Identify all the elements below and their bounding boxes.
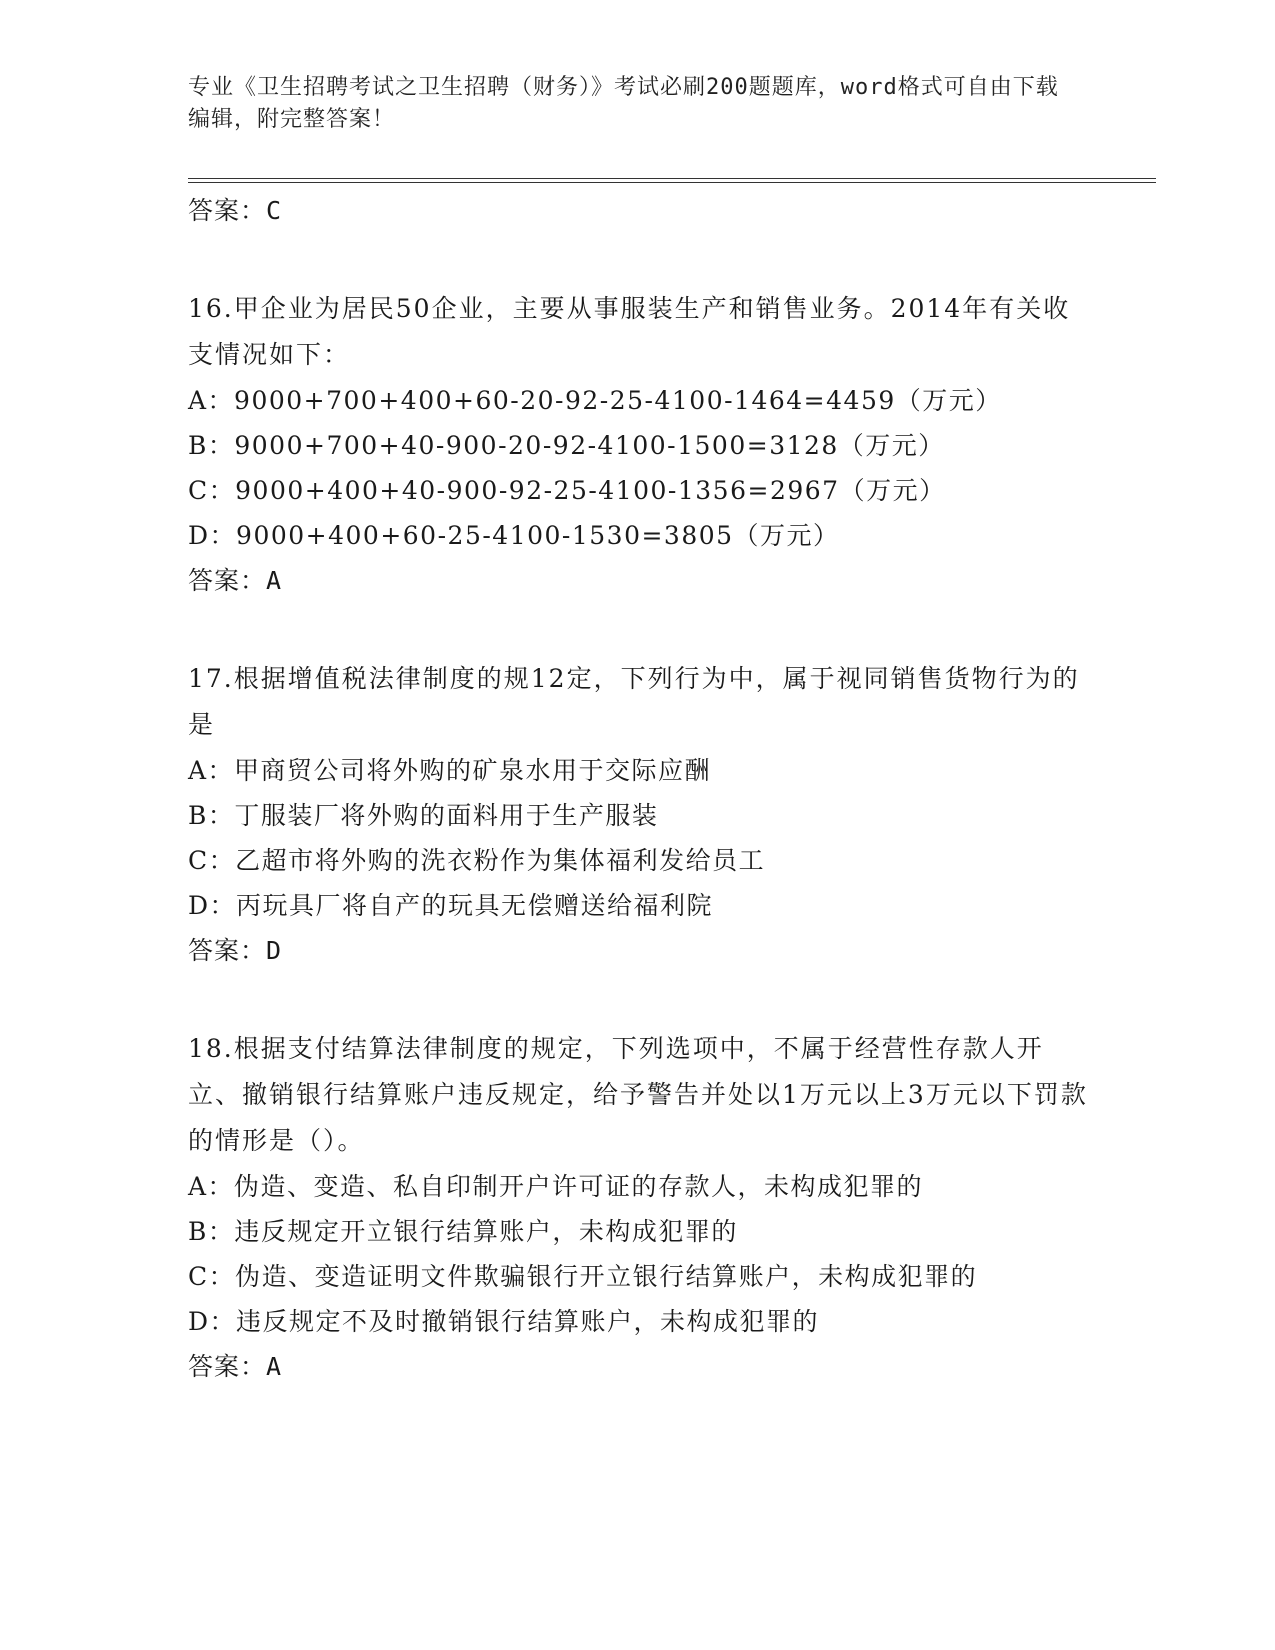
answer-line: 答案：A bbox=[188, 566, 283, 595]
header-divider-line-secondary bbox=[188, 182, 1156, 183]
option-c: C：乙超市将外购的洗衣粉作为集体福利发给员工 bbox=[188, 846, 766, 875]
option-a: A：甲商贸公司将外购的矿泉水用于交际应酬 bbox=[188, 756, 712, 785]
option-c: C：9000+400+40-900-92-25-4100-1356=2967（万元） bbox=[188, 476, 946, 505]
question-18 bbox=[188, 1026, 1088, 1390]
answer-line: 答案：A bbox=[188, 1352, 283, 1381]
option-c: C：伪造、变造证明文件欺骗银行开立银行结算账户，未构成犯罪的 bbox=[188, 1262, 978, 1291]
answer-line: 答案：D bbox=[188, 936, 283, 965]
page-header: 专业《卫生招聘考试之卫生招聘（财务）》考试必刷200题题库，word格式可自由下载编辑，附完整答案！ bbox=[188, 75, 1059, 132]
option-d: D：9000+400+60-25-4100-1530=3805（万元） bbox=[188, 521, 840, 550]
option-d: D：违反规定不及时撤销银行结算账户，未构成犯罪的 bbox=[188, 1307, 820, 1336]
option-a: A：伪造、变造、私自印制开户许可证的存款人，未构成犯罪的 bbox=[188, 1172, 924, 1201]
question-stem: 16.甲企业为居民50企业，主要从事服装生产和销售业务。2014年有关收支情况如下： bbox=[188, 294, 1071, 369]
header-divider-line bbox=[188, 178, 1156, 179]
option-d: D：丙玩具厂将自产的玩具无偿赠送给福利院 bbox=[188, 891, 714, 920]
question-stem: 18.根据支付结算法律制度的规定，下列选项中，不属于经营性存款人开立、撤销银行结算账户违反规定，给予警告并处以1万元以上3万元以下罚款的情形是（）。 bbox=[188, 1034, 1088, 1155]
question-16 bbox=[188, 286, 1088, 604]
option-a: A：9000+700+400+60-20-92-25-4100-1464=4459（万元） bbox=[188, 386, 1002, 415]
question-list bbox=[188, 188, 1088, 1390]
option-b: B：丁服装厂将外购的面料用于生产服装 bbox=[188, 801, 659, 830]
answer-line-previous-question: 答案：C bbox=[188, 196, 283, 225]
question-17 bbox=[188, 656, 1088, 974]
question-stem: 17.根据增值税法律制度的规12定，下列行为中，属于视同销售货物行为的是 bbox=[188, 664, 1080, 739]
option-b: B：违反规定开立银行结算账户，未构成犯罪的 bbox=[188, 1217, 738, 1246]
option-b: B：9000+700+40-900-20-92-4100-1500=3128（万元） bbox=[188, 431, 945, 460]
